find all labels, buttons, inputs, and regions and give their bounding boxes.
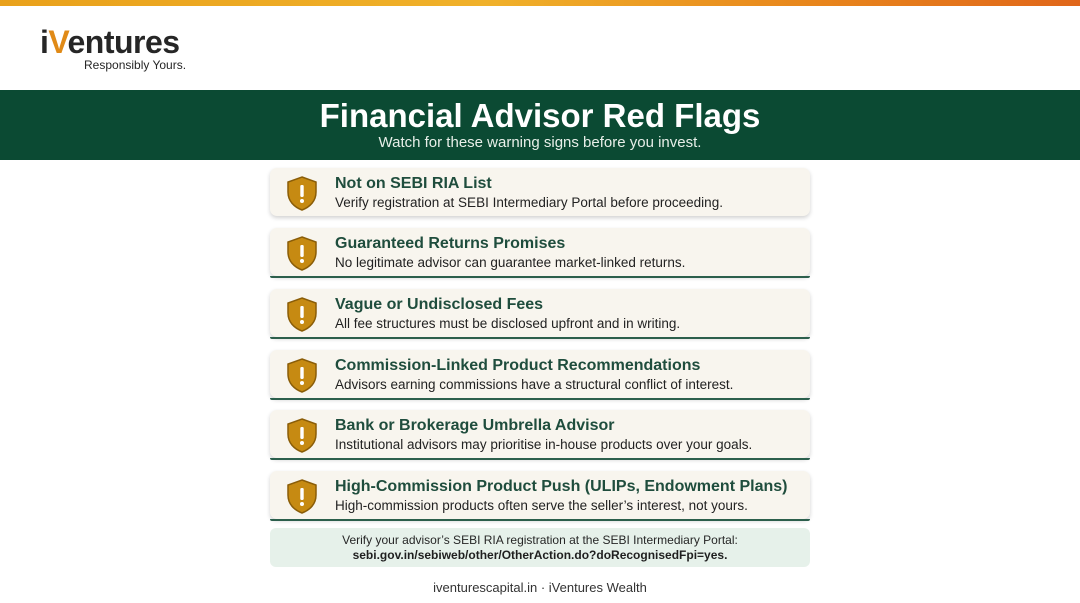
page-title: Financial Advisor Red Flags bbox=[319, 97, 761, 134]
red-flag-card bbox=[270, 228, 810, 276]
red-flag-description: Verify registration at SEBI Intermediary Portal before proceeding. bbox=[335, 195, 723, 210]
red-flag-title: High-Commission Product Push (ULIPs, Endowment Plans) bbox=[335, 478, 788, 495]
footer-text: iventurescapital.in · iVentures Wealth bbox=[433, 580, 647, 595]
warning-shield-icon bbox=[284, 175, 320, 211]
sebi-portal-link[interactable]: sebi.gov.in/sebiweb/other/OtherAction.do?doRecognisedFpi=yes. bbox=[352, 548, 728, 562]
logo-wordmark: iVentures bbox=[40, 24, 180, 60]
verification-note bbox=[270, 528, 810, 567]
red-flag-card bbox=[270, 350, 810, 398]
red-flag-description: No legitimate advisor can guarantee market-linked returns. bbox=[335, 255, 686, 270]
warning-shield-icon bbox=[284, 357, 320, 393]
warning-shield-icon bbox=[284, 478, 320, 514]
red-flag-description: Institutional advisors may prioritise in-house products over your goals. bbox=[335, 437, 753, 452]
top-accent-stripe bbox=[0, 0, 1080, 6]
red-flag-card bbox=[270, 471, 810, 519]
red-flag-card bbox=[270, 410, 810, 458]
logo-tagline: Responsibly Yours. bbox=[84, 58, 187, 72]
red-flag-description: Advisors earning commissions have a structural conflict of interest. bbox=[335, 377, 734, 392]
warning-shield-icon bbox=[284, 296, 320, 332]
verification-text: Verify your advisor’s SEBI RIA registration at the SEBI Intermediary Portal: bbox=[342, 533, 738, 547]
red-flag-card bbox=[270, 289, 810, 337]
red-flag-description: All fee structures must be disclosed upfront and in writing. bbox=[335, 316, 681, 331]
warning-shield-icon bbox=[284, 235, 320, 271]
red-flag-title: Guaranteed Returns Promises bbox=[335, 235, 566, 252]
warning-shield-icon bbox=[284, 417, 320, 453]
red-flag-title: Not on SEBI RIA List bbox=[335, 175, 492, 192]
brand-logo[interactable] bbox=[40, 22, 240, 74]
red-flag-title: Commission-Linked Product Recommendations bbox=[335, 357, 701, 374]
page-subtitle: Watch for these warning signs before you invest. bbox=[378, 134, 702, 151]
red-flag-card bbox=[270, 168, 810, 216]
red-flag-title: Bank or Brokerage Umbrella Advisor bbox=[335, 417, 615, 434]
red-flag-description: High-commission products often serve the seller’s interest, not yours. bbox=[335, 498, 748, 513]
red-flag-title: Vague or Undisclosed Fees bbox=[335, 296, 544, 313]
